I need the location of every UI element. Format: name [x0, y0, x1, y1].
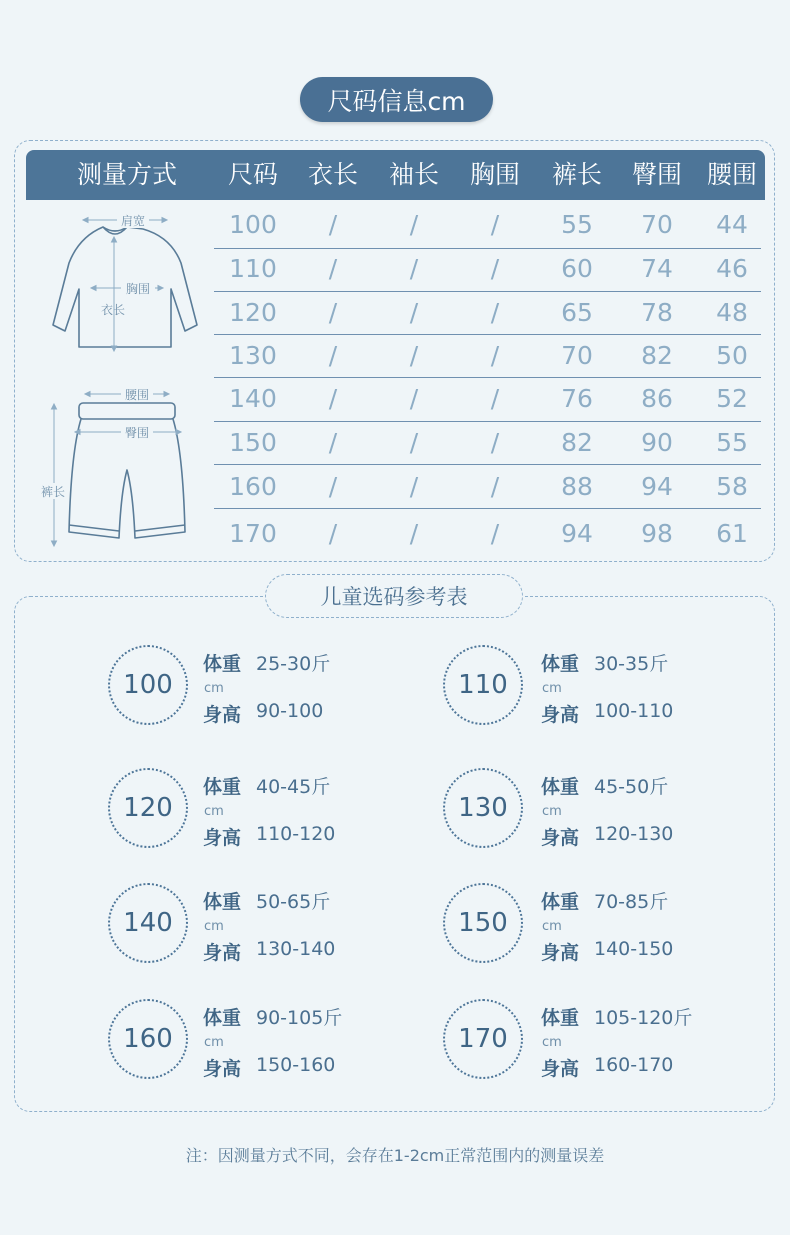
measure-cell: / [490, 254, 500, 283]
unit-label: cm [204, 1035, 224, 1050]
weight-value: 70-85斤 [594, 891, 669, 913]
measure-cell: / [409, 210, 419, 239]
height-value: 150-160 [256, 1054, 336, 1076]
pants-illustration [35, 382, 195, 552]
weight-value: 25-30斤 [256, 653, 331, 675]
measure-cell: 86 [641, 384, 673, 413]
size-cell: 140 [229, 384, 277, 413]
header-sleeve: 袖长 [388, 160, 439, 189]
measure-cell: 82 [641, 341, 673, 370]
measure-cell: 58 [716, 472, 748, 501]
measure-cell: / [490, 210, 500, 239]
measure-cell: 65 [561, 298, 593, 327]
unit-label: cm [204, 919, 224, 934]
measure-cell: 61 [716, 519, 748, 548]
measure-cell: / [490, 472, 500, 501]
size-cell: 150 [229, 428, 277, 457]
measure-cell: / [409, 298, 419, 327]
measure-cell: 90 [641, 428, 673, 457]
pants-length-label: 裤长 [40, 485, 66, 499]
row-divider [214, 377, 761, 378]
weight-value: 40-45斤 [256, 776, 331, 798]
measure-cell: / [409, 254, 419, 283]
measure-cell: 70 [561, 341, 593, 370]
measure-cell: 48 [716, 298, 748, 327]
header-length: 衣长 [307, 160, 358, 189]
weight-label: 体重 [203, 891, 242, 913]
measure-cell: 70 [641, 210, 673, 239]
weight-value: 105-120斤 [594, 1007, 693, 1029]
unit-label: cm [542, 804, 562, 819]
shirt-illustration [45, 207, 205, 359]
measurement-note: 注：因测量方式不同，会存在1-2cm正常范围内的测量误差 [185, 1146, 605, 1165]
weight-label: 体重 [541, 653, 580, 675]
size-circle: 150 [443, 883, 523, 963]
chest-label: 胸围 [125, 282, 151, 296]
measure-cell: / [490, 298, 500, 327]
size-circle: 170 [443, 999, 523, 1079]
unit-label: cm [542, 919, 562, 934]
weight-label: 体重 [203, 1007, 242, 1029]
weight-label: 体重 [203, 776, 242, 798]
measure-cell: 88 [561, 472, 593, 501]
weight-label: 体重 [541, 776, 580, 798]
weight-label: 体重 [541, 891, 580, 913]
shirt-length-label: 衣长 [100, 303, 126, 317]
size-cell: 110 [229, 254, 277, 283]
unit-label: cm [542, 681, 562, 696]
height-value: 110-120 [256, 823, 336, 845]
header-waist: 腰围 [706, 160, 757, 189]
row-divider [214, 464, 761, 465]
height-value: 140-150 [594, 938, 674, 960]
measure-cell: 44 [716, 210, 748, 239]
height-label: 身高 [541, 1058, 580, 1080]
header-method: 测量方式 [76, 160, 177, 189]
measure-cell: 82 [561, 428, 593, 457]
size-cell: 100 [229, 210, 277, 239]
row-divider [214, 248, 761, 249]
hip-label: 臀围 [124, 426, 150, 440]
weight-label: 体重 [541, 1007, 580, 1029]
height-value: 90-100 [256, 700, 324, 722]
weight-value: 90-105斤 [256, 1007, 343, 1029]
height-value: 160-170 [594, 1054, 674, 1076]
size-cell: 170 [229, 519, 277, 548]
header-size: 尺码 [227, 160, 278, 189]
size-cell: 120 [229, 298, 277, 327]
height-label: 身高 [203, 942, 242, 964]
weight-label: 体重 [203, 653, 242, 675]
height-label: 身高 [203, 827, 242, 849]
size-circle: 100 [108, 645, 188, 725]
size-circle: 160 [108, 999, 188, 1079]
measure-cell: 78 [641, 298, 673, 327]
header-pants-length: 裤长 [551, 160, 602, 189]
measure-cell: / [328, 298, 338, 327]
height-label: 身高 [541, 942, 580, 964]
measure-cell: / [490, 384, 500, 413]
size-circle: 120 [108, 768, 188, 848]
measure-cell: / [409, 384, 419, 413]
header-chest: 胸围 [469, 160, 520, 189]
measure-cell: 55 [716, 428, 748, 457]
size-circle: 110 [443, 645, 523, 725]
measure-cell: / [328, 254, 338, 283]
measure-cell: / [490, 519, 500, 548]
height-label: 身高 [203, 1058, 242, 1080]
measure-cell: 94 [561, 519, 593, 548]
row-divider [214, 291, 761, 292]
height-value: 100-110 [594, 700, 674, 722]
measure-cell: 55 [561, 210, 593, 239]
size-cell: 130 [229, 341, 277, 370]
measure-cell: 98 [641, 519, 673, 548]
measure-cell: / [328, 472, 338, 501]
measure-cell: 76 [561, 384, 593, 413]
unit-label: cm [204, 681, 224, 696]
row-divider [214, 421, 761, 422]
guide-title: 儿童选码参考表 [265, 574, 523, 618]
weight-value: 30-35斤 [594, 653, 669, 675]
measure-cell: 46 [716, 254, 748, 283]
measure-cell: 50 [716, 341, 748, 370]
page-title: 尺码信息cm [300, 77, 493, 122]
measure-cell: / [409, 472, 419, 501]
measure-cell: / [490, 428, 500, 457]
measure-cell: 74 [641, 254, 673, 283]
row-divider [214, 508, 761, 509]
measure-cell: 52 [716, 384, 748, 413]
size-circle: 130 [443, 768, 523, 848]
measure-cell: / [328, 210, 338, 239]
height-label: 身高 [541, 704, 580, 726]
height-value: 120-130 [594, 823, 674, 845]
measure-cell: / [328, 428, 338, 457]
unit-label: cm [542, 1035, 562, 1050]
height-label: 身高 [203, 704, 242, 726]
measure-cell: / [409, 519, 419, 548]
weight-value: 45-50斤 [594, 776, 669, 798]
height-label: 身高 [541, 827, 580, 849]
measure-cell: / [328, 341, 338, 370]
weight-value: 50-65斤 [256, 891, 331, 913]
measure-cell: / [328, 384, 338, 413]
row-divider [214, 334, 761, 335]
height-value: 130-140 [256, 938, 336, 960]
unit-label: cm [204, 804, 224, 819]
measure-cell: / [328, 519, 338, 548]
header-hip: 臀围 [631, 160, 682, 189]
size-circle: 140 [108, 883, 188, 963]
measure-cell: / [490, 341, 500, 370]
waist-label: 腰围 [124, 388, 150, 402]
measure-cell: / [409, 341, 419, 370]
shoulder-label: 肩宽 [120, 214, 146, 228]
size-cell: 160 [229, 472, 277, 501]
measure-cell: / [409, 428, 419, 457]
measure-cell: 60 [561, 254, 593, 283]
measure-cell: 94 [641, 472, 673, 501]
